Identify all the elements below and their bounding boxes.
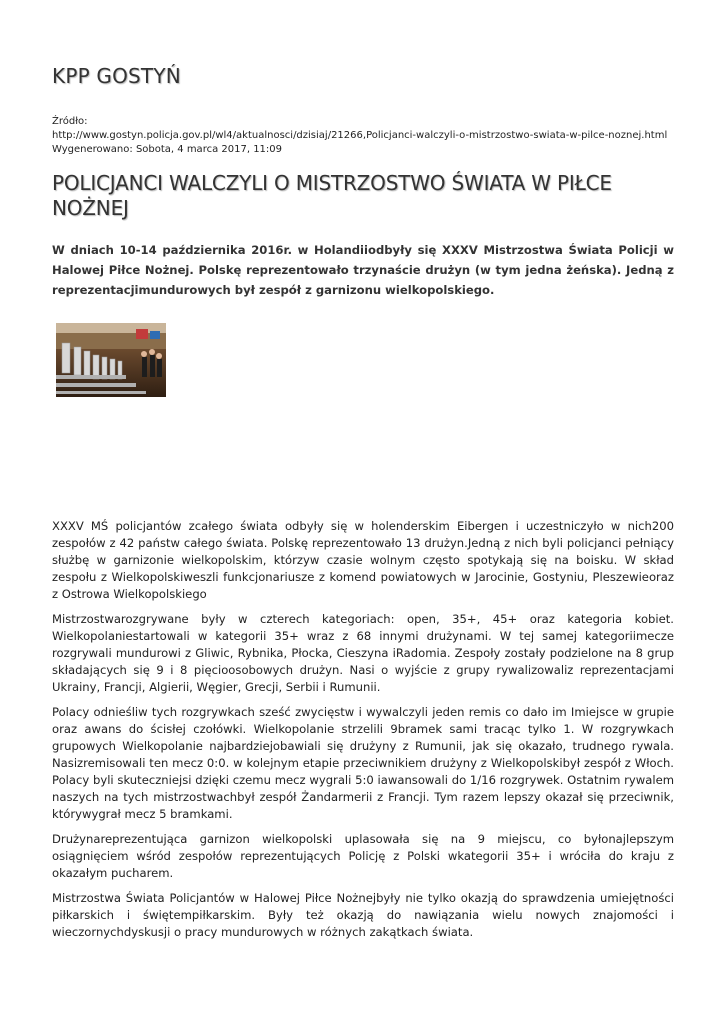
article-title: POLICJANCI WALCZYLI O MISTRZOSTWO ŚWIATA W PIŁCE NOŻNEJ <box>52 171 612 220</box>
source-url[interactable]: http://www.gostyn.policja.gov.pl/wl4/aktualnosci/dzisiaj/21266,Policjanci-walczyli-o-mistrzostwo-swiata-w-pilce-noznej.html <box>52 130 668 141</box>
organization-header: KPP GOSTYŃ <box>52 64 181 88</box>
source-label: Źródło: <box>52 116 88 127</box>
article-paragraph: Mistrzostwa Świata Policjantów w Halowej Piłce Nożnejbyły nie tylko okazją do sprawdzenia umiejętności piłkarskich i świętempiłkarskim. Były też okazją do nawiązania wielu nowych znajomości i wieczornychdyskusji o pracy mundurowych w różnych zakątkach świata. <box>52 891 674 939</box>
generated-date: Wygenerowano: Sobota, 4 marca 2017, 11:09 <box>52 144 283 155</box>
article-paragraph: XXXV MŚ policjantów zcałego świata odbyły się w holenderskim Eibergen i uczestniczyło w nich200 zespołów z 42 państw całego świata. Polskę reprezentowało 13 drużyn.Jedną z nich byli policjanci pełniący służbę w garnizonie wielkopolskim, którzyw czasie wolnym często spotykają się na boisku. W skład zespołu z Wielkopolskiweszli funkcjonariusze z komend powiatowych w Jarocinie, Gostyniu, Pleszewieoraz z Ostrowa Wielkopolskiego <box>52 519 674 601</box>
article-paragraph: Drużynareprezentująca garnizon wielkopolski uplasowała się na 9 miejscu, co byłonajlepszym osiągnięciem wśród zespołów reprezentujących Policję z Polski wkategorii 35+ i wróciła do kraju z okazałym pucharem. <box>52 832 674 880</box>
article-body <box>52 518 674 949</box>
article-photo <box>56 323 166 397</box>
source-meta <box>52 115 692 157</box>
article-lead: W dniach 10-14 października 2016r. w Holandiiodbyły się XXXV Mistrzostwa Świata Policji w Halowej Piłce Nożnej. Polskę reprezentowało trzynaście drużyn (w tym jedna żeńska). Jedną z reprezentacjimundurowych był zespół z garnizonu wielkopolskiego. <box>52 243 674 297</box>
article-paragraph: Polacy odnieśliw tych rozgrywkach sześć zwycięstw i wywalczyli jeden remis co dało im Imiejsce w grupie oraz awans do ścisłej czołówki. Wielkopolanie strzelili 9bramek sami tracąc tylko 1. W rozgrywkach grupowych Wielkopolanie najbardziejobawiali się drużyny z Rumunii, jak się okazało, trudnego rywala. Nasizremisowali ten mecz 0:0. w kolejnym etapie przeciwnikiem drużyny z Wielkopolskibył zespół z Włoch. Polacy byli skuteczniejsi dzięki czemu mecz wygrali 5:0 iawansowali do 1/16 rozgrywek. Ostatnim rywalem naszych na tych mistrzostwachbył zespół Żandarmerii z Francji. Tym razem lepszy okazał się przeciwnik, którywygrał mecz 5 bramkami. <box>52 705 674 821</box>
article-paragraph: Mistrzostwarozgrywane były w czterech kategoriach: open, 35+, 45+ oraz kategoria kobiet. Wielkopolaniestartowali w kategorii 35+ wraz z 68 innymi drużynami. W tej samej kategoriimecze rozgrywali mundurowi z Gliwic, Rybnika, Płocka, Cieszyna iRadomia. Zespoły zostały podzielone na 8 grup składających się 9 i 8 pięcioosobowych drużyn. Nasi o wyjście z grupy rywalizowaliz reprezentacjami Ukrainy, Francji, Algierii, Węgier, Grecji, Serbii i Rumunii. <box>52 612 674 694</box>
